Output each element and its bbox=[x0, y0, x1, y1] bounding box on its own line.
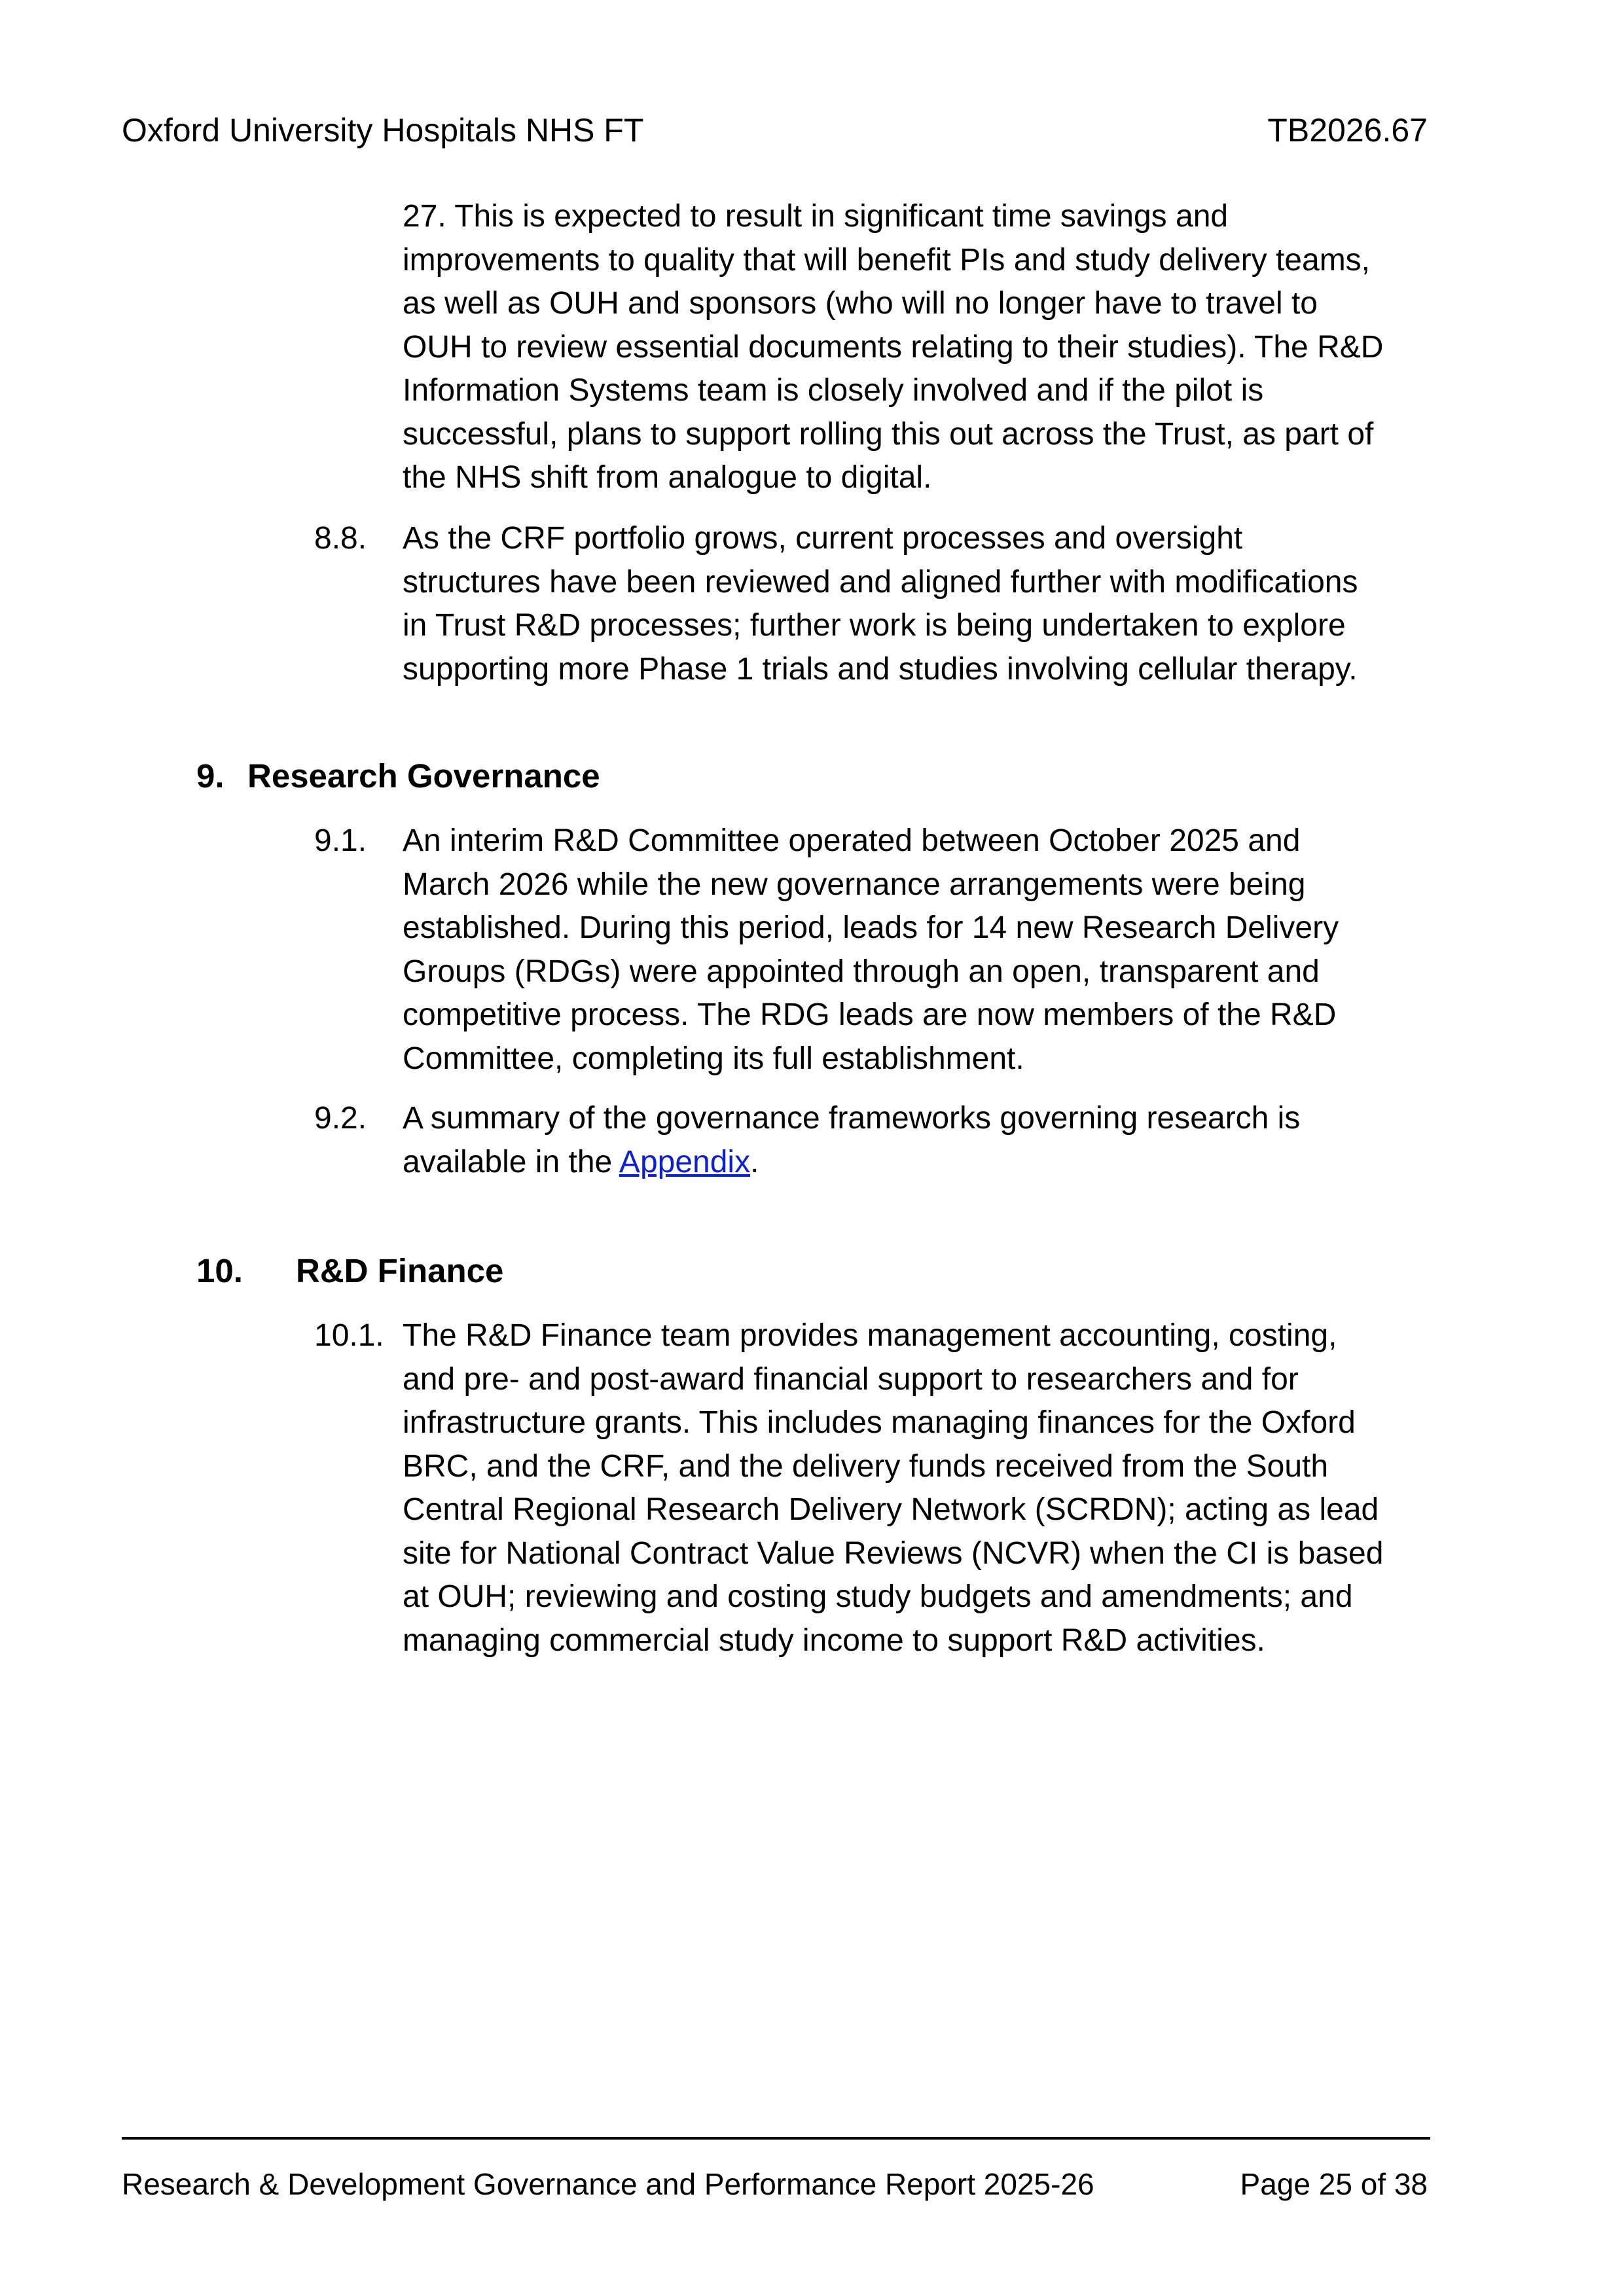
page-header bbox=[122, 111, 1428, 157]
text-line: OUH to review essential documents relating to their studies). The R&D bbox=[403, 329, 1384, 365]
text-line: competitive process. The RDG leads are now members of the R&D bbox=[403, 997, 1337, 1032]
text-line: established. During this period, leads for 14 new Research Delivery bbox=[403, 910, 1339, 945]
footer-page-number: Page 25 of 38 bbox=[1240, 2167, 1428, 2201]
text-line: supporting more Phase 1 trials and studies involving cellular therapy. bbox=[403, 651, 1358, 687]
appendix-link[interactable]: Appendix bbox=[619, 1144, 751, 1179]
header-organisation: Oxford University Hospitals NHS FT bbox=[122, 112, 644, 149]
text-line bbox=[403, 1141, 1437, 1185]
paragraph-text bbox=[403, 1314, 1437, 1662]
text-line: in Trust R&D processes; further work is being undertaken to explore bbox=[403, 608, 1346, 643]
paragraph-number: 10.1. bbox=[314, 1318, 384, 1353]
text-line: at OUH; reviewing and costing study budgets and amendments; and bbox=[403, 1579, 1353, 1614]
section-number: 9. bbox=[196, 757, 225, 795]
section-heading-10 bbox=[196, 1251, 504, 1290]
text-line: As the CRF portfolio grows, current processes and oversight bbox=[403, 521, 1243, 556]
text-line: structures have been reviewed and aligned further with modifications bbox=[403, 564, 1358, 600]
text-line: improvements to quality that will benefit PIs and study delivery teams, bbox=[403, 242, 1371, 278]
text-line: Information Systems team is closely involved and if the pilot is bbox=[403, 373, 1264, 408]
text-fragment: . bbox=[750, 1144, 759, 1179]
text-line: March 2026 while the new governance arrangements were being bbox=[403, 867, 1306, 902]
paragraph-text bbox=[403, 819, 1437, 1081]
section-title: Research Governance bbox=[247, 757, 600, 795]
text-line: An interim R&D Committee operated between October 2025 and bbox=[403, 823, 1301, 858]
paragraph-text bbox=[403, 517, 1437, 691]
section-heading-9 bbox=[196, 757, 600, 795]
paragraph-continuation bbox=[403, 195, 1437, 500]
paragraph-number: 9.2. bbox=[314, 1101, 367, 1136]
text-line: infrastructure grants. This includes managing finances for the Oxford bbox=[403, 1405, 1356, 1440]
text-line: The R&D Finance team provides management accounting, costing, bbox=[403, 1318, 1337, 1353]
text-line: Committee, completing its full establishment. bbox=[403, 1041, 1024, 1076]
paragraph-number: 8.8. bbox=[314, 521, 367, 556]
text-line: managing commercial study income to support R&D activities. bbox=[403, 1623, 1265, 1658]
paragraph-number: 9.1. bbox=[314, 823, 367, 858]
paragraph-text bbox=[403, 1097, 1437, 1184]
text-fragment: available in the bbox=[403, 1144, 619, 1179]
text-line: BRC, and the CRF, and the delivery funds received from the South bbox=[403, 1448, 1329, 1484]
text-line: A summary of the governance frameworks governing research is bbox=[403, 1101, 1301, 1136]
section-title: R&D Finance bbox=[296, 1252, 504, 1289]
text-line: the NHS shift from analogue to digital. bbox=[403, 460, 932, 495]
text-line: Central Regional Research Delivery Network (SCRDN); acting as lead bbox=[403, 1492, 1379, 1527]
section-number: 10. bbox=[196, 1252, 243, 1289]
text-line: site for National Contract Value Reviews (NCVR) when the CI is based bbox=[403, 1535, 1384, 1571]
text-line: and pre- and post-award financial support to researchers and for bbox=[403, 1361, 1299, 1397]
text-line: as well as OUH and sponsors (who will no longer have to travel to bbox=[403, 286, 1318, 321]
footer-report-title: Research & Development Governance and Performance Report 2025-26 bbox=[122, 2167, 1094, 2201]
text-line: successful, plans to support rolling this out across the Trust, as part of bbox=[403, 416, 1374, 452]
page-footer bbox=[122, 2166, 1428, 2212]
text-line: 27. This is expected to result in significant time savings and bbox=[403, 199, 1229, 234]
footer-divider bbox=[122, 2137, 1430, 2140]
text-line: Groups (RDGs) were appointed through an open, transparent and bbox=[403, 954, 1320, 989]
header-reference: TB2026.67 bbox=[1267, 112, 1428, 149]
